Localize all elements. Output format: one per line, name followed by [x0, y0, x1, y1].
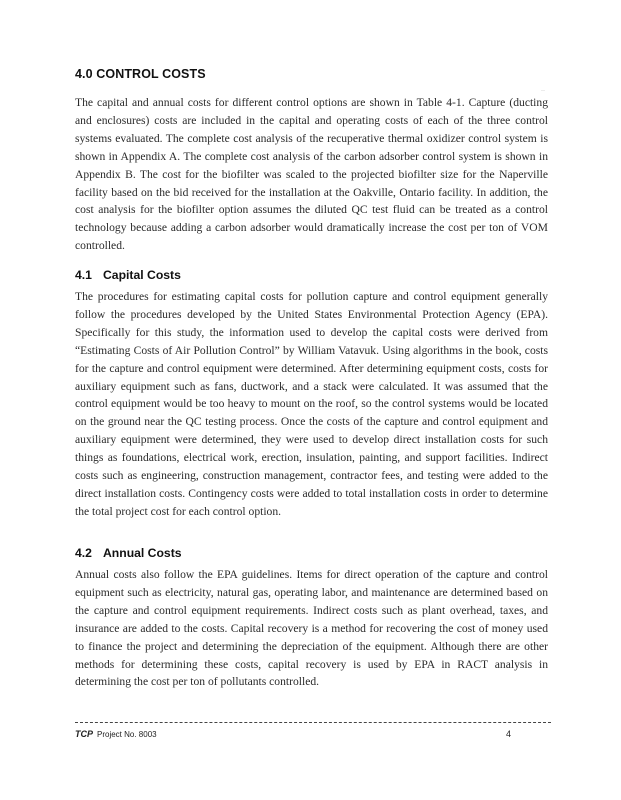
subsection-title: Annual Costs [103, 546, 182, 560]
subsection-number: 4.2 [75, 546, 92, 560]
subsection-number: 4.1 [75, 268, 92, 282]
page-number: 4 [506, 729, 512, 739]
footer-brand: TCP [75, 729, 93, 739]
footer-project [75, 729, 157, 739]
footer-project-number: Project No. 8003 [97, 730, 157, 739]
annual-costs-paragraph: Annual costs also follow the EPA guidelines. Items for direct operation of the capture and control equipment such as electricity, natural gas, operating labor, and maintenance are determined based on the capture and control equipment requirements. Indirect costs such as plant overhead, taxes, and insurance are added to the costs. Capital recovery is a method for recovering the cost of money used to finance the project and determining the depreciation of the equipment. Although there are other methods for determining these costs, capital recovery is used by EPA in RACT analysis in determining the cost per ton of pollutants controlled. [75, 568, 548, 689]
subsection-heading-annual [75, 546, 182, 560]
capital-costs-paragraph: The procedures for estimating capital costs for pollution capture and control equipment generally follow the procedures developed by the United States Environmental Protection Agency (EPA). Specifically for this study, the information used to develop the capital costs were derived from “Estimating Costs of Air Pollution Control” by William Vatavuk. Using algorithms in the book, costs for the capture and control equipment were determined. After determining equipment costs, costs for auxiliary equipment such as fans, ductwork, and a stack were calculated. It was assumed that the control equipment would be too heavy to mount on the roof, so the control systems would be located on the ground near the QC testing process. Once the costs of the capture and control equipment and auxiliary equipment were determined, they were used to develop direct installation costs for such things as foundations, electrical work, erection, insulation, painting, and support facilities. Indirect costs such as engineering, construction management, contractor fees, and testing were added to the direct installation costs. Contingency costs were added to total installation costs in order to determine the total project cost for each control option. [75, 290, 548, 518]
section-heading: 4.0 CONTROL COSTS [75, 67, 206, 81]
subsection-heading-capital [75, 268, 181, 282]
footer-rule [75, 722, 551, 723]
subsection-title: Capital Costs [103, 268, 181, 282]
intro-paragraph: The capital and annual costs for different control options are shown in Table 4-1. Capture (ducting and enclosures) costs are included in the capital and operating costs of each of the three control systems evaluated. The complete cost analysis of the recuperative thermal oxidizer control system is shown in Appendix A. The complete cost analysis of the carbon adsorber control system is shown in Appendix B. The cost for the biofilter was scaled to the projected biofilter size for the Naperville facility based on the bid received for the installation at the Oakville, Ontario facility. In addition, the cost analysis for the biofilter option assumes the diluted QC test fluid can be treated as a control technology because adding a carbon adsorber would dramatically increase the cost per ton of VOM controlled. [75, 96, 548, 253]
scan-artifact: ·· [541, 88, 545, 94]
